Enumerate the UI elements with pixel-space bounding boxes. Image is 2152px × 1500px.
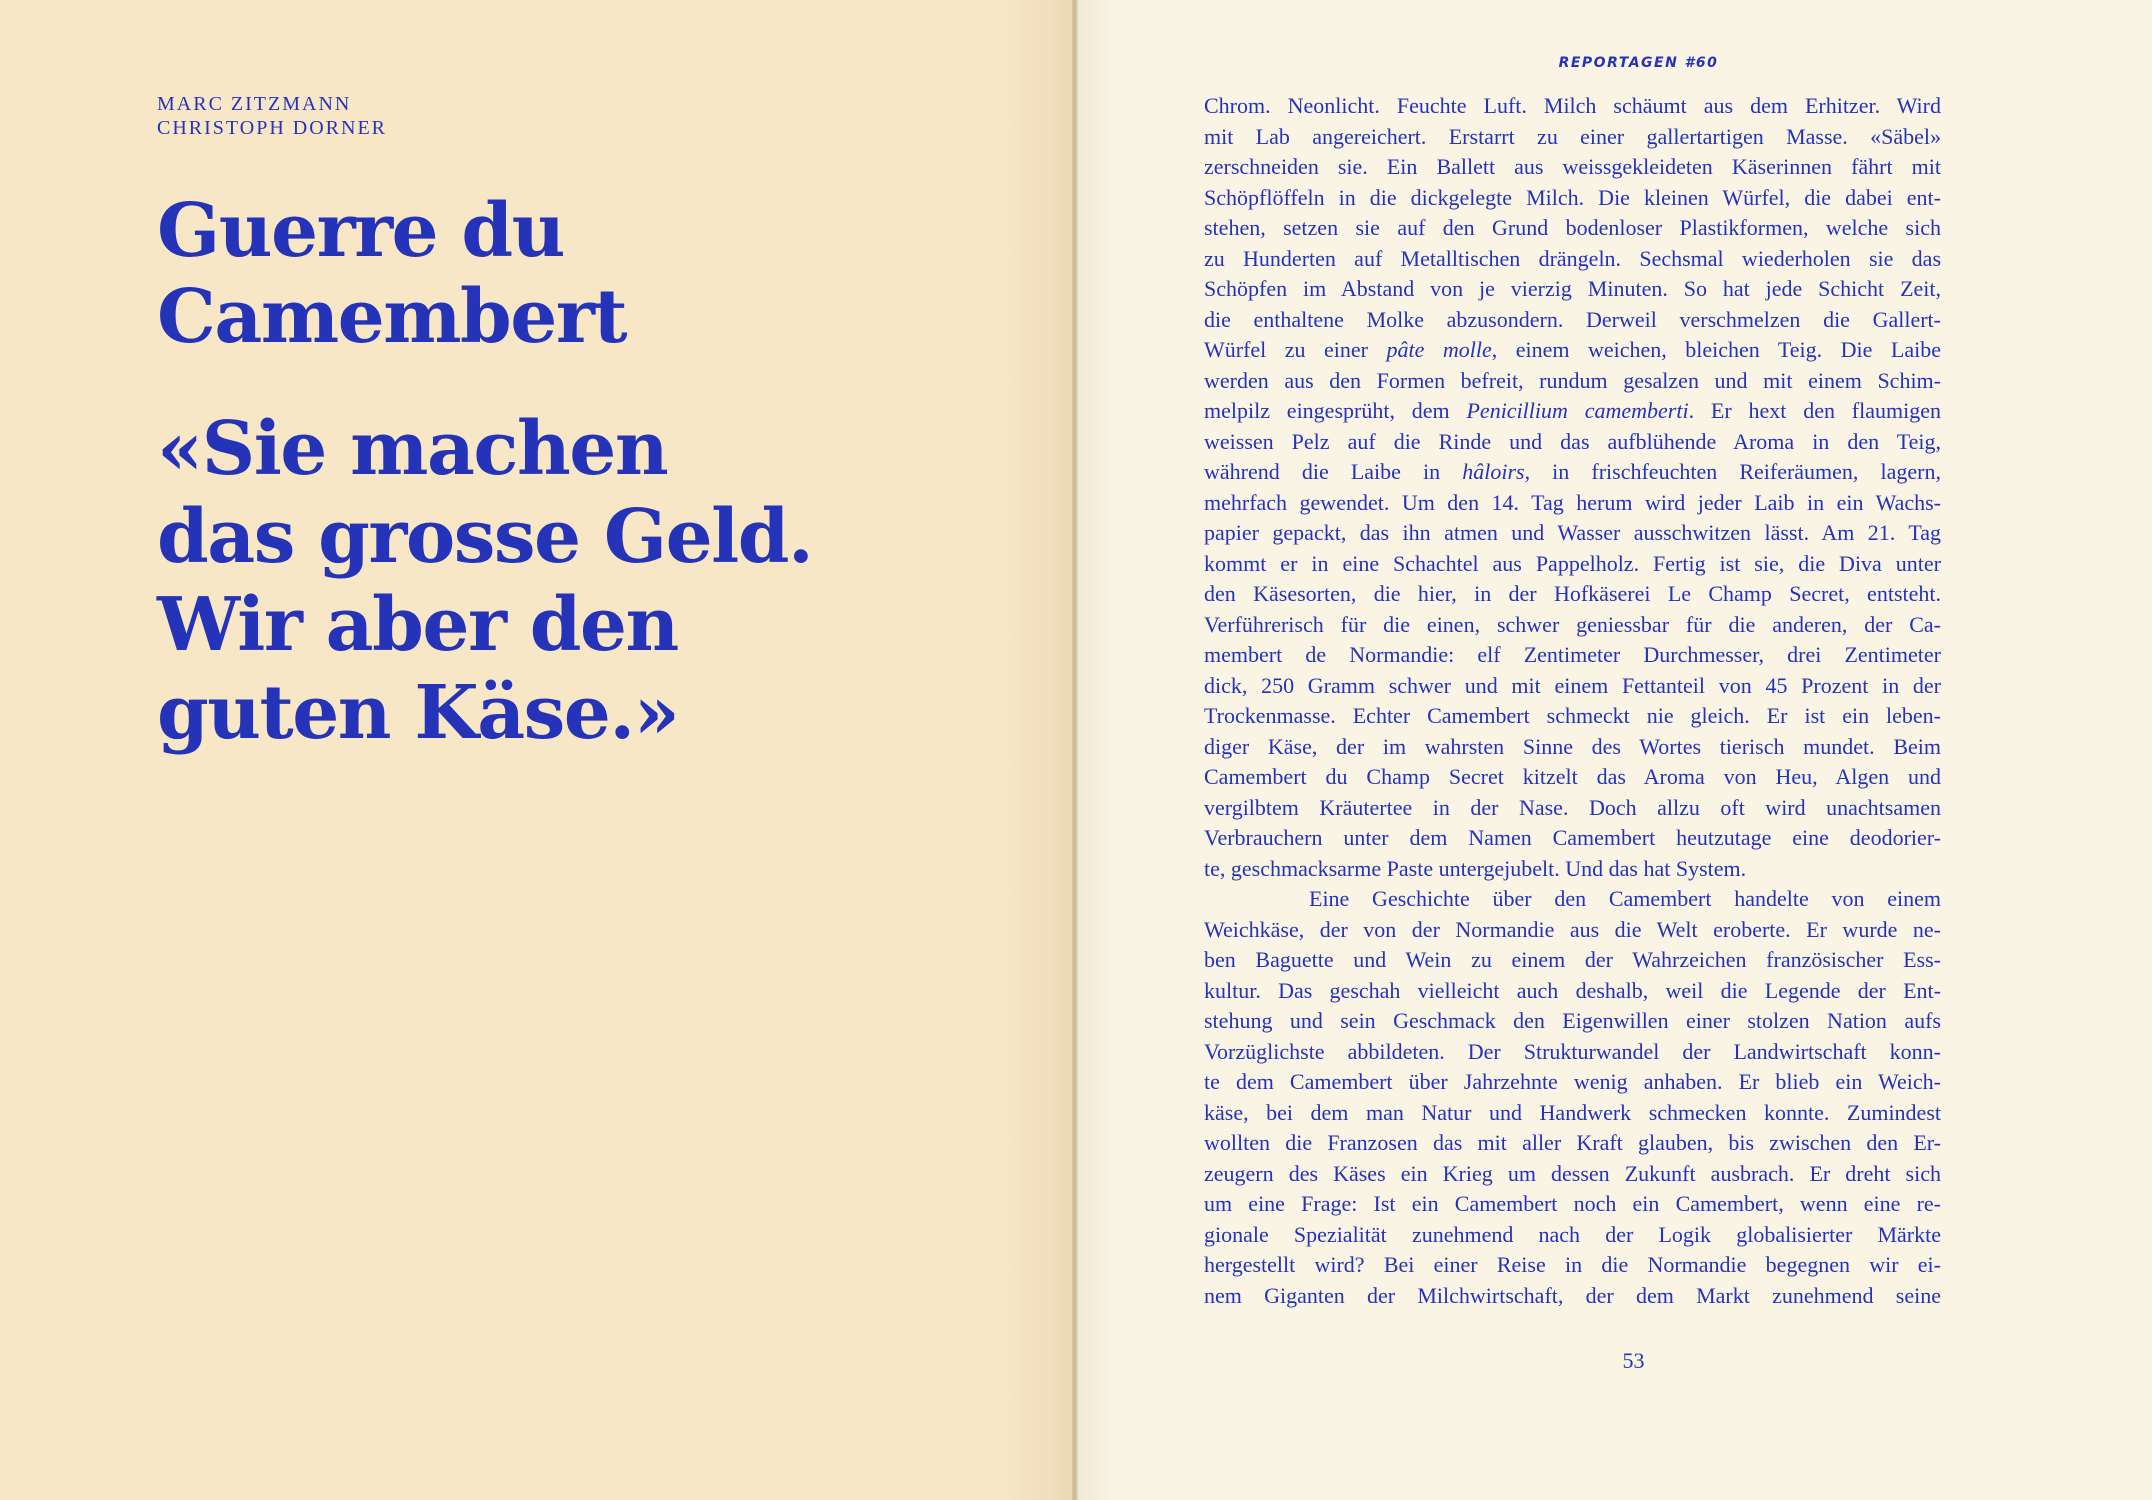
body-line: werden aus den Formen befreit, rundum gesalzen und mit einem Schim- [1204, 367, 1941, 393]
pull-quote [157, 405, 1017, 757]
body-line: Camembert du Champ Secret kitzelt das Aroma von Heu, Algen und [1204, 764, 1941, 789]
body-line: kultur. Das geschah vielleicht auch deshalb, weil die Legende der Ent- [1204, 977, 1941, 1003]
author-name: MARC ZITZMANN [157, 93, 352, 115]
quote-line: guten Käse.» [157, 670, 679, 756]
body-line: zu Hunderten auf Metalltischen drängeln. Sechsmal wiederholen sie das [1204, 245, 1941, 271]
body-line: Verführerisch für die einen, schwer geniessbar für die anderen, der Ca- [1204, 611, 1941, 637]
left-page [0, 0, 1075, 1500]
book-gutter [1072, 0, 1078, 1500]
body-line: Chrom. Neonlicht. Feuchte Luft. Milch schäumt aus dem Erhitzer. Wird [1204, 93, 1941, 118]
title-line: Camembert [157, 274, 627, 360]
body-line: diger Käse, der im wahrsten Sinne des Wortes tierisch mundet. Beim [1204, 733, 1941, 759]
author-name: CHRISTOPH DORNER [157, 117, 387, 139]
page-number: 53 [1622, 1348, 1645, 1373]
body-line: membert de Normandie: elf Zentimeter Durchmesser, drei Zentimeter [1204, 642, 1941, 667]
body-line: dick, 250 Gramm schwer und mit einem Fettanteil von 45 Prozent in der [1204, 672, 1941, 698]
body-line: zerschneiden sie. Ein Ballett aus weissgekleideten Käserinnen fährt mit [1204, 154, 1941, 179]
body-line: kommt er in eine Schachtel aus Pappelholz. Fertig ist sie, die Diva unter [1204, 550, 1941, 576]
body-line: gionale Spezialität zunehmend nach der Logik globalisierter Märkte [1204, 1221, 1941, 1247]
body-line: den Käsesorten, die hier, in der Hofkäserei Le Champ Secret, entsteht. [1204, 581, 1941, 606]
article-title [157, 188, 977, 360]
title-line: Guerre du [157, 188, 564, 274]
body-line: während die Laibe in hâloirs, in frischfeuchten Reiferäumen, lagern, [1204, 459, 1941, 484]
body-line: mit Lab angereichert. Erstarrt zu einer gallertartigen Masse. «Säbel» [1204, 123, 1941, 149]
body-line: Vorzüglichste abbildeten. Der Strukturwandel der Landwirtschaft konn- [1204, 1038, 1941, 1064]
body-line: Würfel zu einer pâte molle, einem weichen, bleichen Teig. Die Laibe [1204, 337, 1941, 362]
body-line: Weichkäse, der von der Normandie aus die Welt eroberte. Er wurde ne- [1204, 916, 1941, 942]
body-line: te, geschmacksarme Paste untergejubelt. Und das hat System. [1204, 855, 1747, 881]
body-line: Schöpflöffeln in die dickgelegte Milch. Die kleinen Würfel, die dabei ent- [1204, 184, 1941, 210]
body-line: stehen, setzen sie auf den Grund bodenloser Plastikformen, welche sich [1204, 215, 1941, 240]
quote-line: Wir aber den [157, 582, 678, 668]
body-line: Eine Geschichte über den Camembert handelte von einem [1309, 886, 1941, 911]
body-line: stehung und sein Geschmack den Eigenwillen einer stolzen Nation aufs [1204, 1008, 1941, 1033]
body-line: vergilbtem Kräutertee in der Nase. Doch allzu oft wird unachtsamen [1204, 794, 1941, 820]
body-line: weissen Pelz auf die Rinde und das aufblühende Aroma in den Teig, [1204, 428, 1941, 454]
body-line: papier gepackt, das ihn atmen und Wasser ausschwitzen lässt. Am 21. Tag [1204, 520, 1941, 545]
author-names [157, 92, 387, 140]
body-line: hergestellt wird? Bei einer Reise in die Normandie begegnen wir ei- [1204, 1252, 1941, 1277]
article-body [1204, 91, 1941, 1311]
body-line: zeugern des Käses ein Krieg um dessen Zukunft ausbrach. Er dreht sich [1204, 1160, 1941, 1186]
body-line: käse, bei dem man Natur und Handwerk schmecken konnte. Zumindest [1204, 1099, 1941, 1125]
quote-line: «Sie machen [157, 406, 668, 492]
body-line: mehrfach gewendet. Um den 14. Tag herum wird jeder Laib in ein Wachs- [1204, 489, 1941, 515]
body-line: die enthaltene Molke abzusondern. Derweil verschmelzen die Gallert- [1204, 306, 1941, 332]
quote-line: das grosse Geld. [157, 494, 813, 580]
body-line: nem Giganten der Milchwirtschaft, der dem Markt zunehmend seine [1204, 1282, 1941, 1308]
body-line: Schöpfen im Abstand von je vierzig Minuten. So hat jede Schicht Zeit, [1204, 276, 1941, 301]
body-line: te dem Camembert über Jahrzehnte wenig anhaben. Er blieb ein Weich- [1204, 1069, 1941, 1094]
body-line: Trockenmasse. Echter Camembert schmeckt nie gleich. Er ist ein leben- [1204, 703, 1941, 728]
body-line: melpilz eingesprüht, dem Penicillium camemberti. Er hext den flaumigen [1204, 398, 1941, 423]
running-head: REPORTAGEN #60 [1558, 55, 1719, 71]
body-line: wollten die Franzosen das mit aller Kraft glauben, bis zwischen den Er- [1204, 1130, 1941, 1155]
body-line: Verbrauchern unter dem Namen Camembert heutzutage eine deodorier- [1204, 825, 1941, 850]
right-page [1075, 0, 2152, 1500]
body-line: um eine Frage: Ist ein Camembert noch ein Camembert, wenn eine re- [1204, 1191, 1941, 1216]
body-line: ben Baguette und Wein zu einem der Wahrzeichen französischer Ess- [1204, 947, 1941, 972]
